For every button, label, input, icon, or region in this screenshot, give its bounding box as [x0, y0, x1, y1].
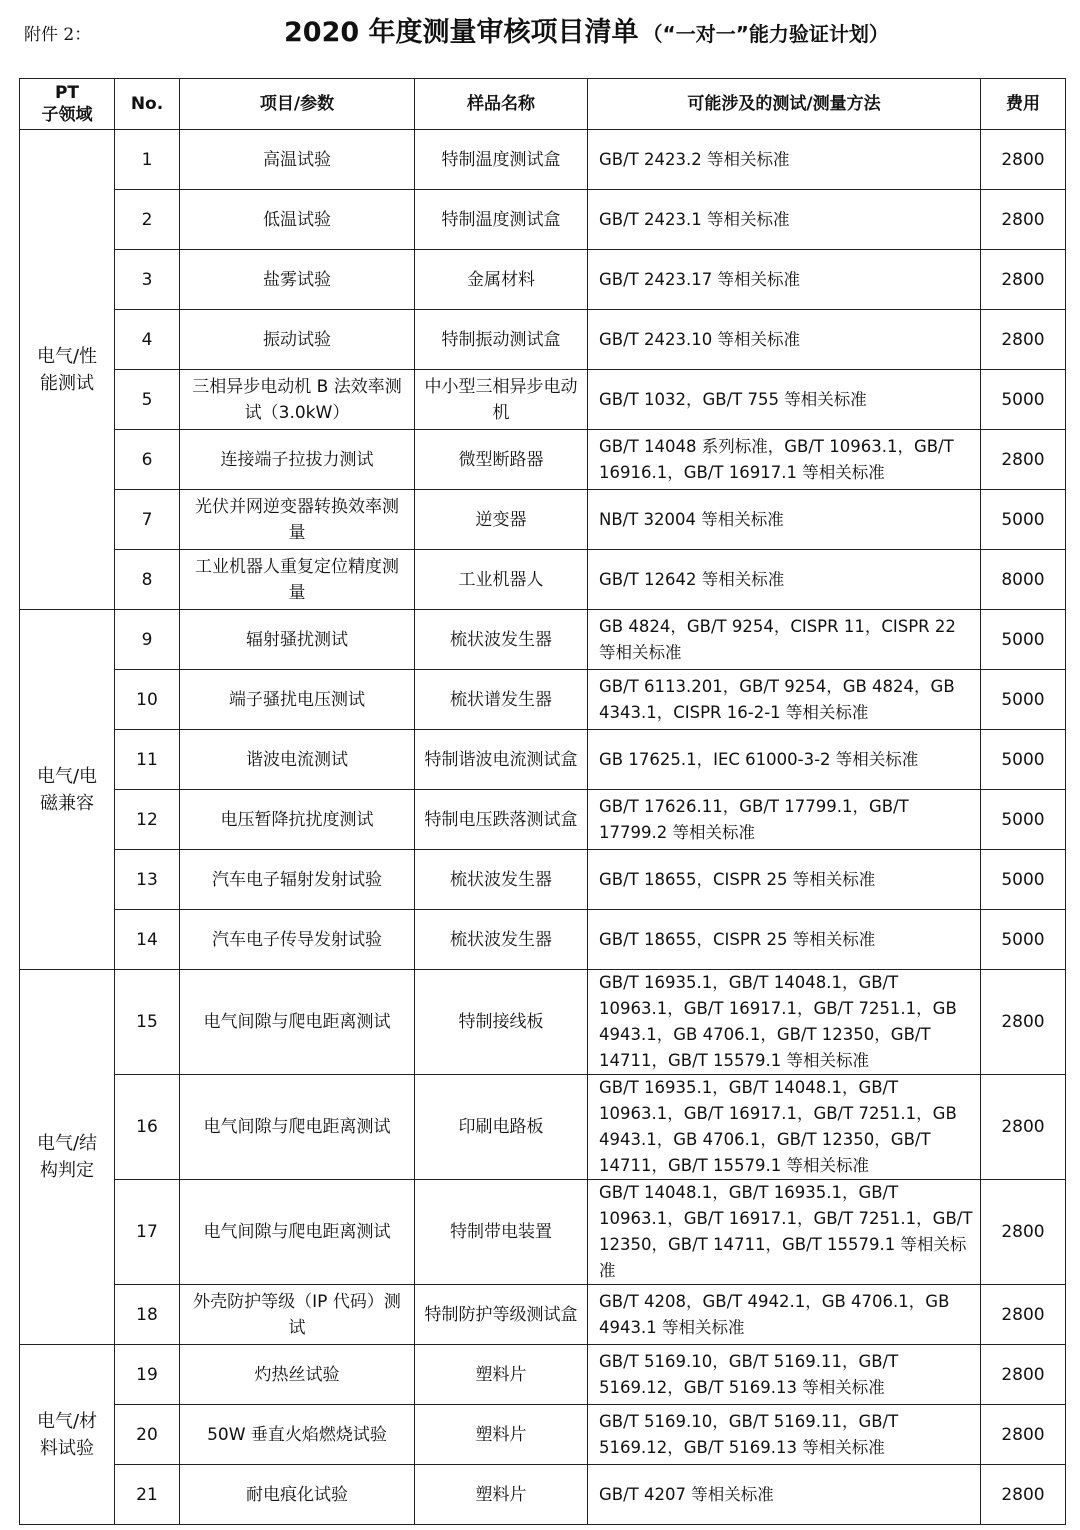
attachment-label: 附件 2：	[24, 25, 92, 45]
cell-no: 5	[115, 370, 180, 430]
cell-no: 21	[115, 1465, 180, 1525]
table-row	[20, 550, 1066, 610]
table-body	[20, 130, 1066, 1525]
cell-method: GB/T 2423.2 等相关标准	[588, 130, 981, 190]
table-row	[20, 430, 1066, 490]
cell-no: 3	[115, 250, 180, 310]
cell-no: 20	[115, 1405, 180, 1465]
page-title	[284, 10, 889, 49]
cell-item: 汽车电子传导发射试验	[180, 910, 415, 970]
cell-method: GB/T 4208，GB/T 4942.1，GB 4706.1，GB 4943.1 等相关标准	[588, 1285, 981, 1345]
table-row	[20, 490, 1066, 550]
header-item: 项目/参数	[180, 79, 415, 130]
cell-method: GB/T 16935.1，GB/T 14048.1，GB/T 10963.1，GB/T 16917.1，GB/T 7251.1，GB 4943.1，GB 4706.1，GB/T 12350，GB/T 14711，GB/T 15579.1 等相关标准	[588, 970, 981, 1075]
cell-method: GB/T 16935.1，GB/T 14048.1，GB/T 10963.1，GB/T 16917.1，GB/T 7251.1，GB 4943.1，GB 4706.1，GB/T 12350，GB/T 14711，GB/T 15579.1 等相关标准	[588, 1075, 981, 1180]
cell-sample: 特制振动测试盒	[415, 310, 588, 370]
cell-method: GB 17625.1，IEC 61000-3-2 等相关标准	[588, 730, 981, 790]
cell-method: GB/T 5169.10，GB/T 5169.11，GB/T 5169.12，GB/T 5169.13 等相关标准	[588, 1405, 981, 1465]
header-sample: 样品名称	[415, 79, 588, 130]
cell-no: 10	[115, 670, 180, 730]
table-row	[20, 970, 1066, 1075]
cell-no: 12	[115, 790, 180, 850]
table-header	[20, 79, 1066, 130]
cell-fee: 5000	[981, 790, 1066, 850]
cell-fee: 5000	[981, 610, 1066, 670]
cell-item: 连接端子拉拔力测试	[180, 430, 415, 490]
table-row	[20, 1285, 1066, 1345]
table-row	[20, 670, 1066, 730]
cell-item: 50W 垂直火焰燃烧试验	[180, 1405, 415, 1465]
cell-sample: 逆变器	[415, 490, 588, 550]
domain-cell: 电气/性能测试	[20, 130, 115, 610]
cell-no: 11	[115, 730, 180, 790]
cell-sample: 塑料片	[415, 1465, 588, 1525]
cell-item: 光伏并网逆变器转换效率测量	[180, 490, 415, 550]
cell-fee: 2800	[981, 1405, 1066, 1465]
cell-no: 1	[115, 130, 180, 190]
cell-item: 振动试验	[180, 310, 415, 370]
cell-fee: 5000	[981, 670, 1066, 730]
cell-fee: 5000	[981, 910, 1066, 970]
cell-sample: 梳状波发生器	[415, 610, 588, 670]
table-row	[20, 1465, 1066, 1525]
cell-item: 盐雾试验	[180, 250, 415, 310]
title-main: 2020 年度测量审核项目清单	[284, 17, 639, 48]
cell-item: 低温试验	[180, 190, 415, 250]
cell-fee: 2800	[981, 1345, 1066, 1405]
cell-no: 18	[115, 1285, 180, 1345]
table-row	[20, 370, 1066, 430]
domain-cell: 电气/材料试验	[20, 1345, 115, 1525]
table-row	[20, 1405, 1066, 1465]
cell-item: 电气间隙与爬电距离测试	[180, 970, 415, 1075]
cell-sample: 特制谐波电流测试盒	[415, 730, 588, 790]
cell-method: GB/T 14048 系列标准，GB/T 10963.1，GB/T 16916.1，GB/T 16917.1 等相关标准	[588, 430, 981, 490]
cell-fee: 5000	[981, 730, 1066, 790]
header-method: 可能涉及的测试/测量方法	[588, 79, 981, 130]
cell-method: GB/T 2423.1 等相关标准	[588, 190, 981, 250]
cell-fee: 2800	[981, 310, 1066, 370]
title-subtitle: （“一对一”能力验证计划）	[642, 22, 889, 46]
cell-item: 谐波电流测试	[180, 730, 415, 790]
cell-fee: 2800	[981, 1075, 1066, 1180]
cell-method: GB/T 14048.1，GB/T 16935.1，GB/T 10963.1，GB/T 16917.1，GB/T 7251.1，GB/T 12350，GB/T 14711，GB/T 15579.1 等相关标准	[588, 1180, 981, 1285]
cell-item: 汽车电子辐射发射试验	[180, 850, 415, 910]
cell-sample: 金属材料	[415, 250, 588, 310]
cell-fee: 2800	[981, 1465, 1066, 1525]
cell-no: 2	[115, 190, 180, 250]
cell-method: GB/T 18655，CISPR 25 等相关标准	[588, 910, 981, 970]
cell-no: 7	[115, 490, 180, 550]
table-row	[20, 790, 1066, 850]
cell-no: 17	[115, 1180, 180, 1285]
cell-fee: 5000	[981, 850, 1066, 910]
cell-item: 电气间隙与爬电距离测试	[180, 1075, 415, 1180]
table-row	[20, 1345, 1066, 1405]
cell-fee: 2800	[981, 970, 1066, 1075]
cell-sample: 梳状谱发生器	[415, 670, 588, 730]
cell-item: 耐电痕化试验	[180, 1465, 415, 1525]
cell-fee: 2800	[981, 190, 1066, 250]
cell-fee: 5000	[981, 370, 1066, 430]
cell-sample: 塑料片	[415, 1405, 588, 1465]
cell-item: 电气间隙与爬电距离测试	[180, 1180, 415, 1285]
domain-cell: 电气/电磁兼容	[20, 610, 115, 970]
table-row	[20, 1180, 1066, 1285]
cell-fee: 5000	[981, 490, 1066, 550]
cell-fee: 2800	[981, 1285, 1066, 1345]
header-no: No.	[115, 79, 180, 130]
table-row	[20, 730, 1066, 790]
cell-method: GB/T 4207 等相关标准	[588, 1465, 981, 1525]
cell-method: GB/T 6113.201，GB/T 9254，GB 4824，GB 4343.1，CISPR 16-2-1 等相关标准	[588, 670, 981, 730]
cell-no: 19	[115, 1345, 180, 1405]
cell-fee: 2800	[981, 430, 1066, 490]
table-row	[20, 190, 1066, 250]
cell-method: GB/T 17626.11，GB/T 17799.1，GB/T 17799.2 等相关标准	[588, 790, 981, 850]
cell-no: 16	[115, 1075, 180, 1180]
cell-sample: 塑料片	[415, 1345, 588, 1405]
project-list-table	[19, 78, 1066, 1525]
cell-sample: 特制接线板	[415, 970, 588, 1075]
table-row	[20, 910, 1066, 970]
cell-sample: 特制带电装置	[415, 1180, 588, 1285]
cell-fee: 2800	[981, 130, 1066, 190]
header-fee: 费用	[981, 79, 1066, 130]
table-row	[20, 850, 1066, 910]
table-row	[20, 310, 1066, 370]
cell-sample: 工业机器人	[415, 550, 588, 610]
cell-item: 端子骚扰电压测试	[180, 670, 415, 730]
page-header	[0, 0, 1080, 72]
cell-method: GB/T 12642 等相关标准	[588, 550, 981, 610]
cell-fee: 2800	[981, 1180, 1066, 1285]
cell-item: 灼热丝试验	[180, 1345, 415, 1405]
cell-no: 9	[115, 610, 180, 670]
cell-sample: 特制电压跌落测试盒	[415, 790, 588, 850]
domain-cell: 电气/结构判定	[20, 970, 115, 1345]
cell-fee: 2800	[981, 250, 1066, 310]
table-row	[20, 1075, 1066, 1180]
cell-sample: 特制温度测试盒	[415, 190, 588, 250]
cell-sample: 中小型三相异步电动机	[415, 370, 588, 430]
cell-method: GB/T 1032，GB/T 755 等相关标准	[588, 370, 981, 430]
cell-method: NB/T 32004 等相关标准	[588, 490, 981, 550]
cell-item: 高温试验	[180, 130, 415, 190]
cell-method: GB/T 2423.17 等相关标准	[588, 250, 981, 310]
cell-method: GB 4824，GB/T 9254，CISPR 11，CISPR 22 等相关标准	[588, 610, 981, 670]
cell-no: 4	[115, 310, 180, 370]
cell-item: 电压暂降抗扰度测试	[180, 790, 415, 850]
cell-method: GB/T 18655，CISPR 25 等相关标准	[588, 850, 981, 910]
cell-fee: 8000	[981, 550, 1066, 610]
cell-sample: 特制防护等级测试盒	[415, 1285, 588, 1345]
cell-method: GB/T 5169.10，GB/T 5169.11，GB/T 5169.12，GB/T 5169.13 等相关标准	[588, 1345, 981, 1405]
cell-no: 15	[115, 970, 180, 1075]
cell-no: 8	[115, 550, 180, 610]
cell-sample: 特制温度测试盒	[415, 130, 588, 190]
cell-item: 辐射骚扰测试	[180, 610, 415, 670]
cell-sample: 印刷电路板	[415, 1075, 588, 1180]
cell-method: GB/T 2423.10 等相关标准	[588, 310, 981, 370]
cell-sample: 梳状波发生器	[415, 850, 588, 910]
cell-item: 三相异步电动机 B 法效率测试（3.0kW）	[180, 370, 415, 430]
cell-item: 外壳防护等级（IP 代码）测试	[180, 1285, 415, 1345]
cell-sample: 梳状波发生器	[415, 910, 588, 970]
cell-no: 14	[115, 910, 180, 970]
cell-no: 6	[115, 430, 180, 490]
cell-sample: 微型断路器	[415, 430, 588, 490]
table-row	[20, 610, 1066, 670]
cell-item: 工业机器人重复定位精度测量	[180, 550, 415, 610]
cell-no: 13	[115, 850, 180, 910]
header-domain: PT 子领域	[20, 79, 115, 130]
table-row	[20, 250, 1066, 310]
table-row	[20, 130, 1066, 190]
